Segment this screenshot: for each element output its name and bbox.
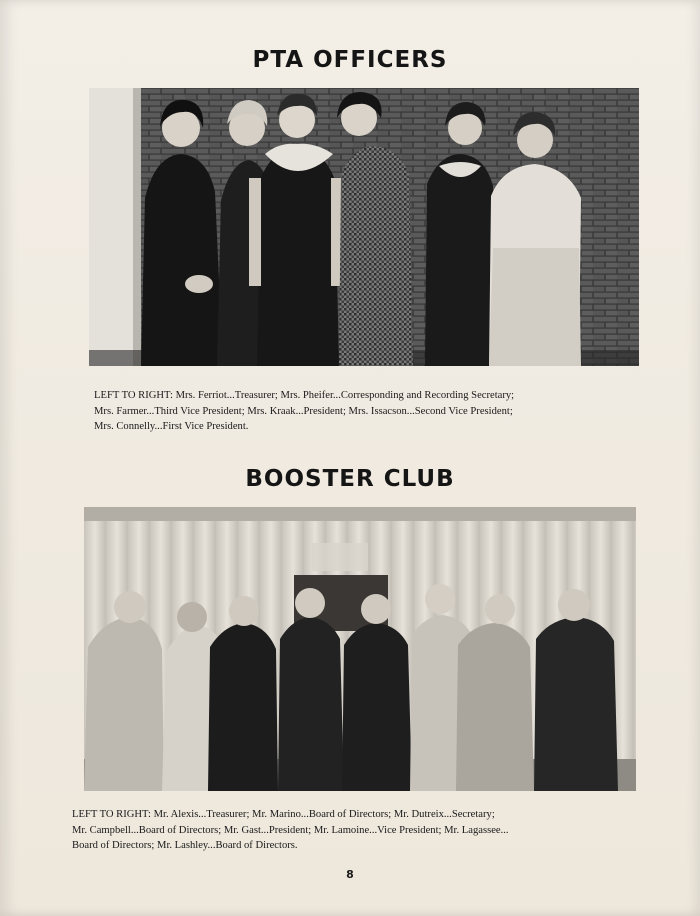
pta-caption-line: Mrs. Farmer...Third Vice President; Mrs. Kraak...President; Mrs. Issacson...Second Vice President; (94, 405, 513, 417)
booster-caption-line: LEFT TO RIGHT: Mr. Alexis...Treasurer; Mr. Marino...Board of Directors; Mr. Dutreix...Secretary; (72, 809, 495, 820)
booster-caption-line: Board of Directors; Mr. Lashley...Board of Directors. (72, 840, 298, 851)
pta-officers-heading: PTA OFFICERS (252, 47, 448, 73)
pta-officers-photo (89, 88, 639, 366)
pta-photo-illustration (89, 88, 639, 366)
booster-club-caption (72, 807, 509, 854)
booster-club-heading: BOOSTER CLUB (245, 466, 455, 492)
booster-caption-line: Mr. Campbell...Board of Directors; Mr. Gast...President; Mr. Lamoine...Vice President; Mr. Lagassee... (72, 824, 509, 836)
pta-caption-line: LEFT TO RIGHT: Mrs. Ferriot...Treasurer; Mrs. Pheifer...Corresponding and Recording Secretary; (94, 390, 515, 401)
page-number: 8 (346, 868, 354, 881)
pta-officers-caption (94, 388, 514, 435)
booster-club-photo (84, 507, 636, 791)
pta-caption-line: Mrs. Connelly...First Vice President. (94, 421, 249, 432)
booster-photo-illustration (84, 507, 636, 791)
